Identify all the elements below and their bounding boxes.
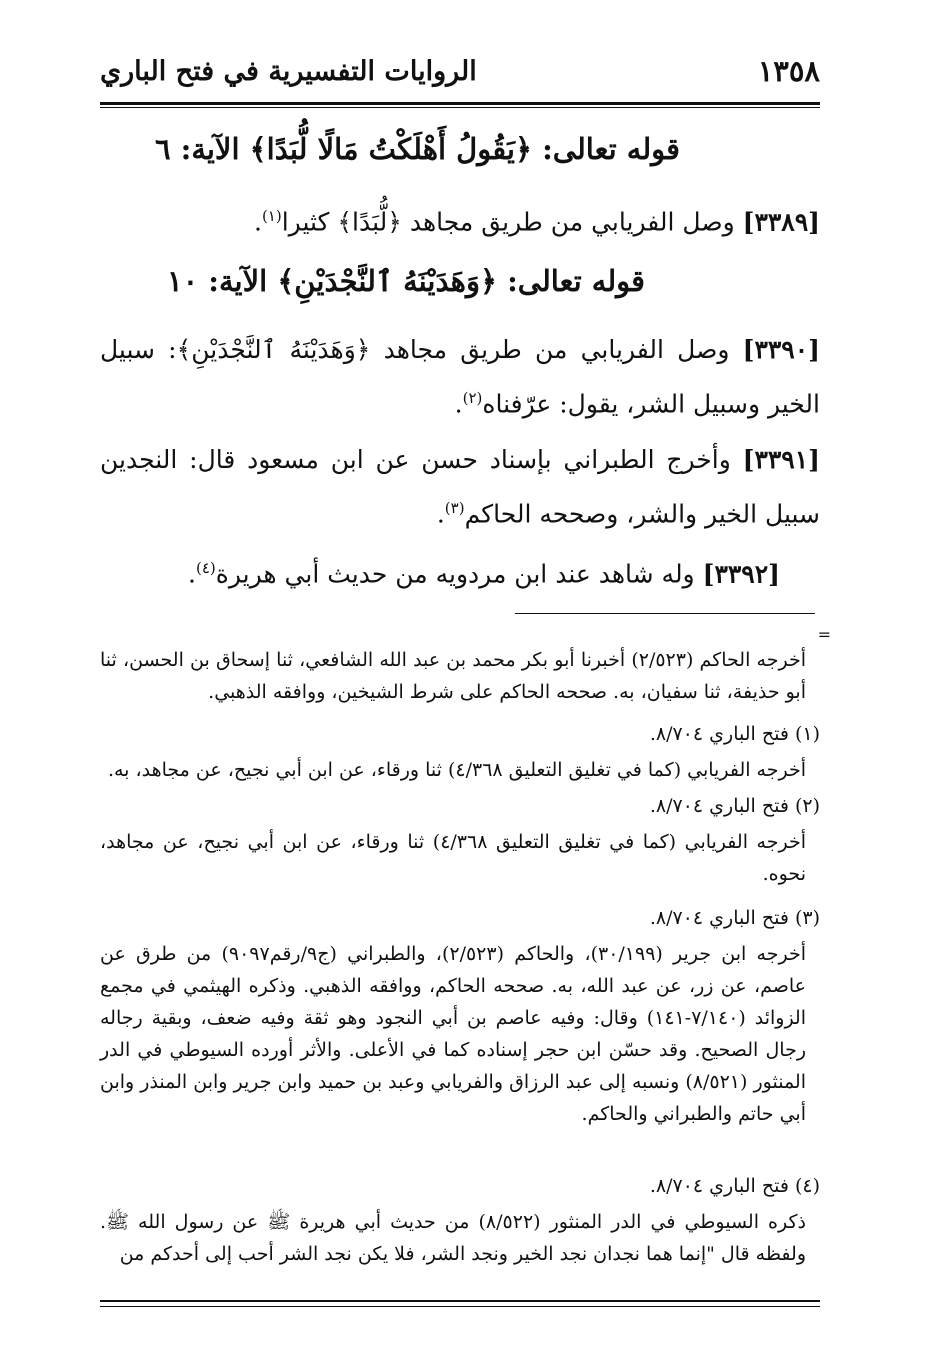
narration-text: وصل الفريابي من طريق مجاهد ﴿وَهَدَيْنَهُ ٱلنَّجْدَيْنِ﴾: سبيل الخير وسبيل الشر، يقول: عرّفناه (100, 335, 820, 419)
period: . (454, 389, 463, 419)
footnote-label: (٢) فتح الباري ٨/٧٠٤. (649, 795, 820, 817)
narration (100, 436, 820, 538)
footnote-ref: (١) (261, 207, 282, 225)
section-heading (167, 264, 645, 298)
narration (100, 192, 820, 246)
period: . (253, 207, 262, 237)
narration (100, 544, 780, 598)
footnote-source: أخرجه ابن جرير (٣٠/١٩٩)، والحاكم (٢/٥٢٣)، والطبراني (ج٩/رقم٩٠٩٧) من طرق عن عاصم، عن زر، عن عبد الله، به. صححه الحاكم، ووافقه الذهبي. وذكره الهيثمي في مجمع الزوائد (٧/١٤٠-١٤١) وقال: وفيه عاصم بن أبي النجود وهو ثقة وفيه ضعف، وبقية رجاله رجال الصحيح. وقد حسّن ابن حجر إسناده كما في الأعلى. والأثر أورده السيوطي في الدر المنثور (٨/٥٢١) ونسبه إلى عبد الرزاق والفريابي وعبد بن حميد وابن جرير وابن المنذر وابن أبي حاتم والطبراني والحاكم. (100, 943, 807, 1125)
heading-prefix: قوله تعالى: (542, 132, 680, 166)
narration (100, 326, 820, 428)
continuation-mark: = (817, 625, 831, 644)
footnote-source: أخرجه الفريابي (كما في تغليق التعليق ٤/٣٦٨) ثنا ورقاء، عن ابن أبي نجيح، عن مجاهد، به. (107, 759, 806, 781)
page-number: ١٣٥٨ (757, 54, 820, 88)
narration-number: [٣٣٩٢] (702, 559, 780, 589)
footnote-ref: (٢) (462, 389, 483, 407)
footnote-source: أخرجه الفريابي (كما في تغليق التعليق ٤/٣٦٨) ثنا ورقاء، عن ابن أبي نجيح، عن مجاهد، نحوه. (100, 831, 806, 885)
narration-number: [٣٣٩١] (742, 445, 820, 474)
running-title: الروايات التفسيرية في فتح الباري (100, 56, 477, 87)
heading-verse: ﴿وَهَدَيْنَهُ ٱلنَّجْدَيْنِ﴾ (277, 264, 497, 298)
footnote-label: (٤) فتح الباري ٨/٧٠٤. (649, 1175, 820, 1197)
narration-number: [٣٣٩٠] (742, 335, 820, 364)
footnote-ref: (٤) (195, 559, 216, 577)
heading-prefix: قوله تعالى: (507, 264, 645, 298)
footer-rule-thick (100, 1300, 820, 1302)
narration-text: وله شاهد عند ابن مردويه من حديث أبي هريرة (215, 559, 695, 589)
footnote-label: (١) فتح الباري ٨/٧٠٤. (649, 723, 820, 745)
footnote-ref: (٣) (444, 499, 465, 517)
footer-rule-thin (100, 1306, 820, 1307)
narration-text: وصل الفريابي من طريق مجاهد ﴿لُّبَدًا﴾ كثيرا (281, 207, 735, 237)
period: . (436, 499, 445, 529)
footnote-source: ذكره السيوطي في الدر المنثور (٨/٥٢٢) من حديث أبي هريرة ﷺ عن رسول الله ﷺ. ولفظه قال "إنما هما نجدان نجد الخير ونجد الشر، فلا يكن نجد الشر أحب إلى أحدكم من (100, 1211, 806, 1265)
narration-number: [٣٣٨٩] (742, 207, 820, 237)
period: . (188, 559, 196, 589)
narration-text: وأخرج الطبراني بإسناد حسن عن ابن مسعود قال: النجدين سبيل الخير والشر، وصححه الحاكم (100, 445, 820, 529)
section-heading (155, 132, 680, 166)
footnote-separator (515, 613, 815, 614)
footnote-carryover: أخرجه الحاكم (٢/٥٢٣) أخبرنا أبو بكر محمد بن عبد الله الشافعي، ثنا إسحاق بن الحسن، ثنا أبو حذيفة، ثنا سفيان، به. صححه الحاكم على شرط الشيخين، ووافقه الذهبي. (100, 649, 806, 703)
footnote-label: (٣) فتح الباري ٨/٧٠٤. (649, 907, 820, 929)
heading-verse: ﴿يَقُولُ أَهْلَكْتُ مَالًا لُّبَدًا﴾ (249, 132, 532, 166)
main-text (100, 0, 820, 620)
heading-suffix: الآية: ٦ (154, 132, 240, 166)
heading-suffix: الآية: ١٠ (167, 264, 268, 298)
